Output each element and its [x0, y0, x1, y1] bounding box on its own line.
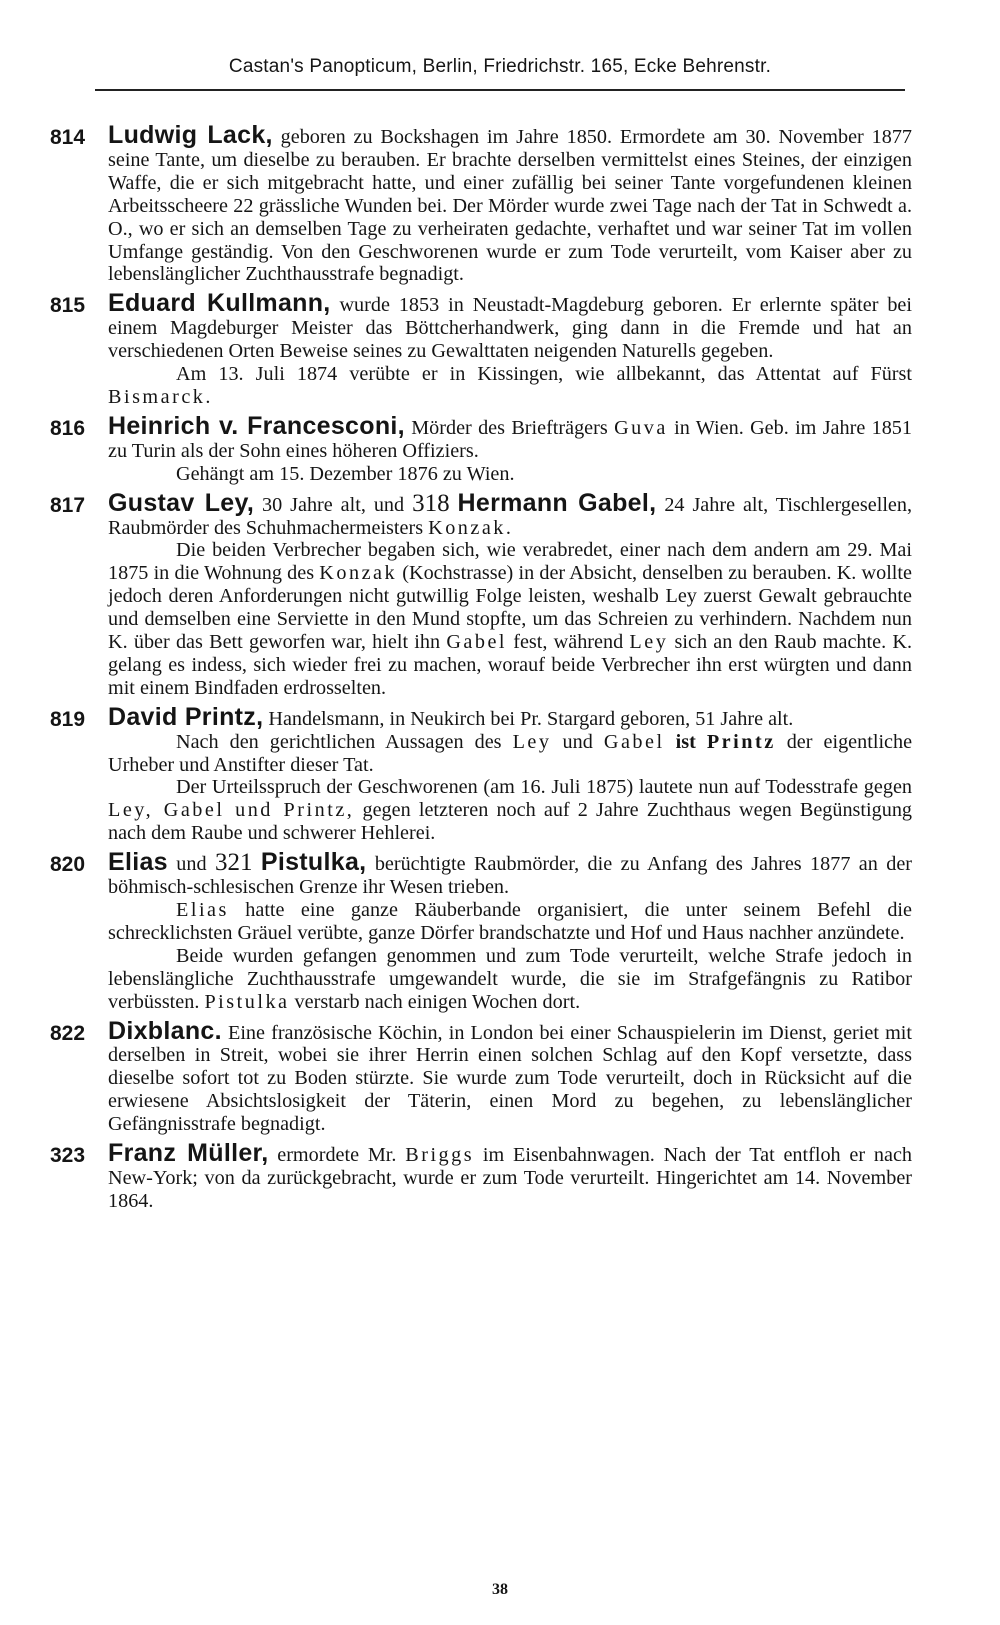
spaced-name: Bismarck: [108, 385, 206, 408]
entry-name: Heinrich v. Francesconi,: [108, 411, 405, 440]
entry-paragraph: Beide wurden gefangen genommen und zum Tode verurteilt, welche Strafe jedoch in lebenslängliche Zuchthausstrafe umgewandelt wurde, die sie im Strafgefängnis zu Ratibor verbüssten. Pistulka verstarb nach einigen Wochen dort.: [108, 944, 912, 1013]
entry-number: 815: [50, 294, 86, 318]
spaced-name: Gabel: [446, 631, 508, 654]
entry-name: Franz Müller,: [108, 1139, 269, 1168]
spaced-name: Briggs: [405, 1144, 475, 1167]
entry-name: David Printz,: [108, 702, 264, 731]
spaced-name: Guva: [614, 416, 668, 439]
entry-paragraph: Der Urteilsspruch der Geschworenen (am 16. Juli 1875) lautete nun auf Todesstrafe gegen Ley, Gabel und Printz, gegen letzteren noch auf 2 Jahre Zuchthaus wegen Begünstigung nach dem Raube und schwerer Hehlerei.: [108, 776, 913, 845]
entry-816: [50, 411, 912, 486]
spaced-name: Elias: [176, 899, 229, 921]
entry-323: [50, 1139, 913, 1213]
spaced-name: Konzak: [428, 516, 506, 539]
entry-body: David Printz, Handelsmann, in Neukirch bei Pr. Stargard geboren, 51 Jahre alt.: [108, 702, 794, 731]
spaced-name: Pistulka: [204, 990, 290, 1013]
entry-number: 816: [50, 416, 86, 440]
entry-body: Elias und 321 Pistulka, berüchtigte Raubmörder, die zu Anfang des Jahres 1877 an der böhmisch-schlesischen Grenze ihr Wesen trieben.: [108, 848, 913, 899]
spaced-name: Ley: [629, 631, 669, 654]
entries-list: [50, 121, 913, 1219]
entry-text: wurde 1853 in Neustadt-Magdeburg geboren. Er erlernte später bei einem Magdeburger Meister das Böttcherhandwerk, ging dann in die Fremde und hat an verschiedenen Orten Beweise seines zu Gewalttaten neigenden Naturells gegeben.: [108, 294, 912, 363]
entry-name: Ludwig Lack,: [108, 121, 273, 149]
entry-817: [50, 488, 913, 700]
page-number: 38: [492, 1581, 508, 1598]
entry-paragraph: Gehängt am 15. Dezember 1876 zu Wien.: [176, 462, 515, 485]
entry-paragraph: Am 13. Juli 1874 verübte er in Kissingen, wie allbekannt, das Attentat auf Fürst Bismarck.: [108, 363, 912, 408]
entry-body: Franz Müller, ermordete Mr. Briggs im Eisenbahnwagen. Nach der Tat entfloh er nach New-York; von da zurückgebracht, wurde er zum Tode verurteilt. Hingerichtet am 14. November 1864.: [108, 1139, 913, 1212]
entry-819: [50, 702, 913, 845]
header-rule: [95, 89, 905, 91]
entry-name-secondary: Hermann Gabel,: [457, 488, 657, 517]
entry-name: Gustav Ley,: [108, 488, 255, 517]
entry-paragraph: Die beiden Verbrecher begaben sich, wie verabredet, einer nach dem andern am 29. Mai 1875 in die Wohnung des Konzak (Kochstrasse) in der Absicht, denselben zu berauben. K. wollte jedoch deren Anforderungen nicht gutwillig Folge leisten, weshalb Ley zuerst Gewalt gebrauchte und demselben eine Serviette in den Mund stopfte, um das Schreien zu verhindern. Nachdem nun K. über das Bett geworfen war, hielt ihn Gabel fest, während Ley sich an den Raub machte. K. gelang es indess, sich wieder frei zu machen, worauf beide Verbrecher ihn erst würgten und dann mit einem Bindfaden erdrosselten.: [108, 539, 913, 699]
entry-body: [108, 289, 912, 363]
entry-paragraph: Elias hatte eine ganze Räuberbande organisiert, die unter seinem Befehl die schrecklichsten Gräuel verübte, ganze Dörfer brandschatzte und Hof und Haus nachher anzündete.: [108, 899, 912, 944]
entry-814: [50, 121, 913, 286]
entry-name: Eduard Kullmann,: [108, 289, 331, 318]
entry-number-secondary: 318: [412, 489, 450, 517]
entry-number: 820: [50, 853, 86, 877]
spaced-name: Ley: [512, 730, 552, 753]
entry-name-secondary: Pistulka,: [260, 848, 367, 877]
entry-body: [108, 121, 913, 286]
entry-number: 323: [50, 1144, 86, 1168]
spaced-name: Printz: [706, 730, 776, 753]
spaced-names: Ley, Gabel und Printz,: [108, 799, 355, 822]
entry-number: 814: [50, 126, 86, 149]
spaced-name: Konzak: [319, 562, 398, 585]
entry-820: [50, 848, 913, 1013]
running-head: Castan's Panopticum, Berlin, Friedrichstr. 165, Ecke Behrenstr.: [228, 56, 772, 77]
entry-number-secondary: 321: [214, 849, 253, 877]
entry-paragraph: Nach den gerichtlichen Aussagen des Ley und Gabel ist Printz der eigentliche Urheber und Anstifter dieser Tat.: [108, 730, 913, 776]
entry-number: 817: [50, 493, 86, 517]
entry-body: Dixblanc. Eine französische Köchin, in London bei einer Schauspielerin im Dienst, geriet mit derselben in Streit, wobei sie ihrer Herrin einen solchen Schlag auf den Kopf versetzte, dass dieselbe sofort tot zu Boden stürzte. Sie wurde zum Tode verurteilt, doch in Rücksicht auf die erwiesene Absichtslosigkeit der Täterin, einen Mord zu begehen, zu lebenslänglicher Gefängnisstrafe begnadigt.: [108, 1016, 913, 1136]
entry-815: [50, 289, 912, 409]
entry-822: [50, 1016, 913, 1137]
entry-name: Dixblanc.: [108, 1016, 222, 1045]
entry-name: Elias: [108, 848, 168, 877]
entry-body: Gustav Ley, 30 Jahre alt, und 318 Hermann Gabel, 24 Jahre alt, Tischlergesellen, Raubmörder des Schuhmachermeisters Konzak.: [108, 488, 913, 539]
entry-number: 819: [50, 707, 86, 731]
spaced-name: Gabel: [603, 730, 665, 753]
entry-body: Heinrich v. Francesconi, Mörder des Briefträgers Guva in Wien. Geb. im Jahre 1851 zu Turin als der Sohn eines höheren Offiziers.: [108, 411, 912, 462]
entry-text: geboren zu Bockshagen im Jahre 1850. Ermordete am 30. November 1877 seine Tante, um dieselbe zu berauben. Er brachte derselben vermittelst eines Steines, der einzigen Waffe, die er sich mitgebracht hatte, und einer zufällig bei seiner Tante vorgefundenen kleinen Arbeitsscheere 22 grässliche Wunden bei. Der Mörder wurde zwei Tage nach der Tat in Schwedt a. O., wo er sich an demselben Tage zu verheiraten gedachte, verhaftet und war seiner Tat im vollen Umfange geständig. Von den Geschworenen wurde er zum Tode verurteilt, vom Kaiser aber zu lebenslänglicher Zuchthausstrafe begnadigt.: [108, 126, 913, 286]
entry-number: 822: [50, 1021, 86, 1045]
